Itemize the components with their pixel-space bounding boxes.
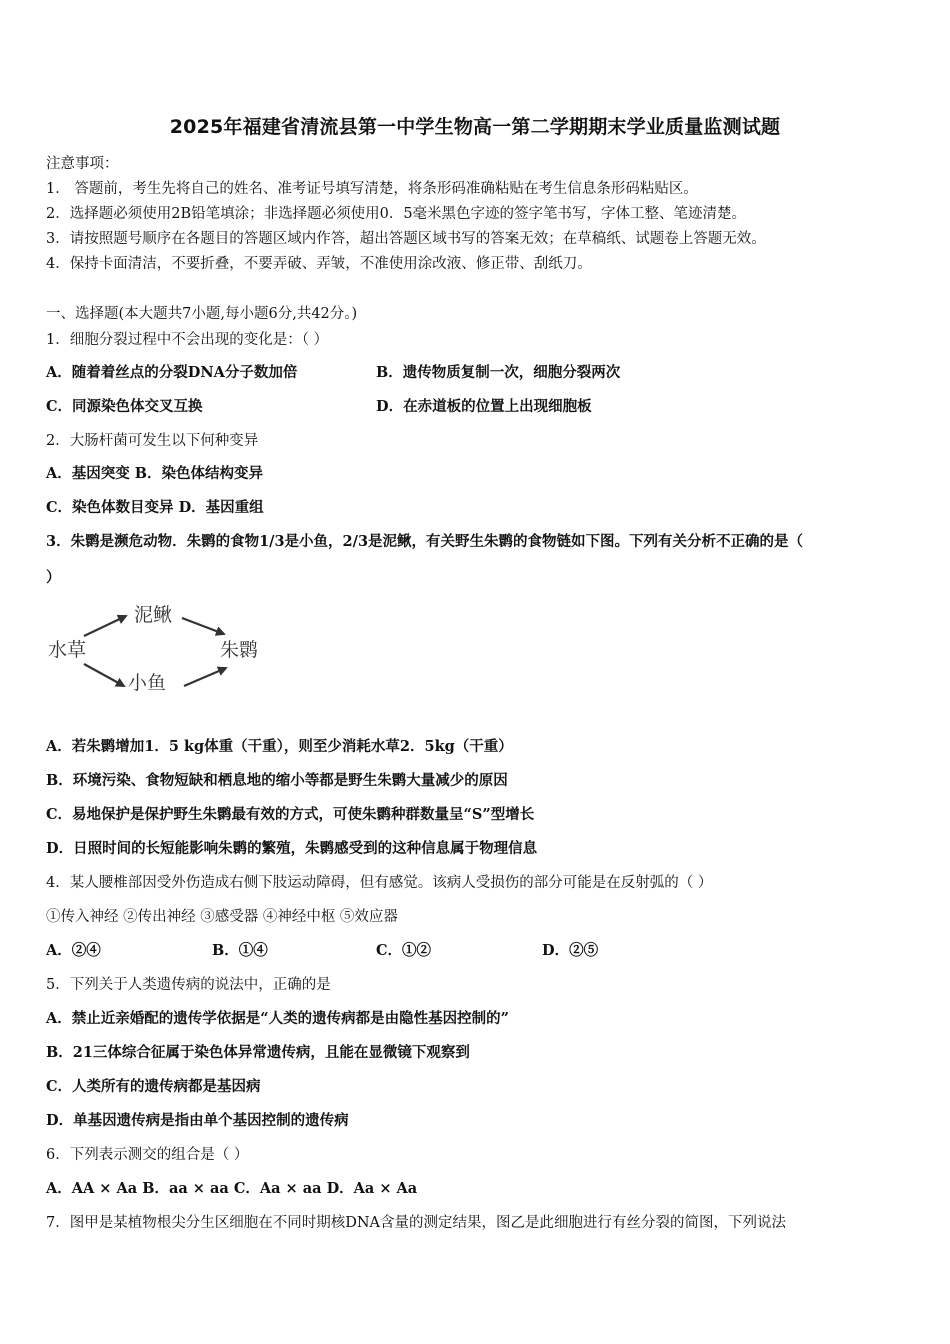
notice-item-1: 1． 答题前，考生先将自己的姓名、准考证号填写清楚，将条形码准确粘贴在考生信息条形码粘贴区。 <box>46 181 698 197</box>
food-chain-diagram <box>40 592 280 702</box>
arrow-lower-to-top <box>184 668 226 686</box>
question-4-items: ①传入神经 ②传出神经 ③感受器 ④神经中枢 ⑤效应器 <box>46 909 398 925</box>
arrow-producer-to-upper <box>84 616 126 636</box>
node-upper: 泥鳅 <box>134 604 173 626</box>
node-producer: 水草 <box>48 639 87 661</box>
section-heading: 一、选择题(本大题共7小题,每小题6分,共42分。) <box>46 306 358 322</box>
question-3-option-a: A．若朱鹮增加1．5 kg体重（干重），则至少消耗水草2．5kg（干重） <box>46 738 513 755</box>
question-5-stem: 5．下列关于人类遗传病的说法中，正确的是 <box>46 977 331 993</box>
question-6-options: A．AA × Aa B．aa × aa C．Aa × aa D．Aa × Aa <box>46 1180 418 1197</box>
question-1-option-a: A．随着着丝点的分裂DNA分子数加倍 <box>46 364 298 381</box>
notice-item-3: 3．请按照题号顺序在各题目的答题区域内作答，超出答题区域书写的答案无效；在草稿纸、试题卷上答题无效。 <box>46 231 766 247</box>
question-5-option-a: A．禁止近亲婚配的遗传学依据是“人类的遗传病都是由隐性基因控制的” <box>46 1010 509 1027</box>
question-5-option-b: B．21三体综合征属于染色体异常遗传病，且能在显微镜下观察到 <box>46 1044 470 1061</box>
question-4-option-b: B．①④ <box>212 942 268 959</box>
node-top: 朱鹮 <box>220 639 259 661</box>
question-1-stem: 1．细胞分裂过程中不会出现的变化是：（ ） <box>46 332 329 348</box>
arrow-producer-to-lower <box>84 664 124 686</box>
question-3-stem: 3．朱鹮是濒危动物．朱鹮的食物1/3是小鱼，2/3是泥鳅，有关野生朱鹮的食物链如下图。下列有关分析不正确的是（ <box>46 533 804 550</box>
question-2-options-ab: A．基因突变 B．染色体结构变异 <box>46 465 264 482</box>
question-2-stem: 2．大肠杆菌可发生以下何种变异 <box>46 433 259 449</box>
notice-item-4: 4．保持卡面清洁，不要折叠，不要弄破、弄皱，不准使用涂改液、修正带、刮纸刀。 <box>46 256 592 272</box>
question-5-option-d: D．单基因遗传病是指由单个基因控制的遗传病 <box>46 1112 349 1129</box>
node-lower: 小鱼 <box>128 672 167 694</box>
question-6-stem: 6．下列表示测交的组合是（ ） <box>46 1147 249 1163</box>
question-5-option-c: C．人类所有的遗传病都是基因病 <box>46 1078 261 1095</box>
question-3-option-c: C．易地保护是保护野生朱鹮最有效的方式，可使朱鹮种群数量呈“S”型增长 <box>46 806 535 823</box>
notice-item-2: 2．选择题必须使用2B铅笔填涂；非选择题必须使用0．5毫米黑色字迹的签字笔书写，字体工整、笔迹清楚。 <box>46 206 747 222</box>
question-4-option-c: C．①② <box>376 942 432 959</box>
question-4-stem: 4．某人腰椎部因受外伤造成右侧下肢运动障碍，但有感觉。该病人受损伤的部分可能是在反射弧的（ ） <box>46 875 713 891</box>
question-3-stem-continued: ） <box>46 569 61 586</box>
question-1-option-d: D．在赤道板的位置上出现细胞板 <box>376 398 592 415</box>
question-4-option-d: D．②⑤ <box>542 942 599 959</box>
question-3-option-d: D．日照时间的长短能影响朱鹮的繁殖，朱鹮感受到的这种信息属于物理信息 <box>46 840 538 857</box>
notice-heading: 注意事项： <box>46 156 119 172</box>
question-2-options-cd: C．染色体数目变异 D．基因重组 <box>46 499 264 516</box>
page-title: 2025年福建省清流县第一中学生物高一第二学期期末学业质量监测试题 <box>169 116 781 138</box>
question-4-option-a: A．②④ <box>46 942 101 959</box>
arrow-upper-to-top <box>182 618 224 634</box>
question-7-stem: 7．图甲是某植物根尖分生区细胞在不同时期核DNA含量的测定结果，图乙是此细胞进行有丝分裂的简图，下列说法 <box>46 1215 787 1231</box>
question-1-option-b: B．遗传物质复制一次，细胞分裂两次 <box>376 364 621 381</box>
question-3-option-b: B．环境污染、食物短缺和栖息地的缩小等都是野生朱鹮大量减少的原因 <box>46 772 508 789</box>
question-1-option-c: C．同源染色体交叉互换 <box>46 398 203 415</box>
